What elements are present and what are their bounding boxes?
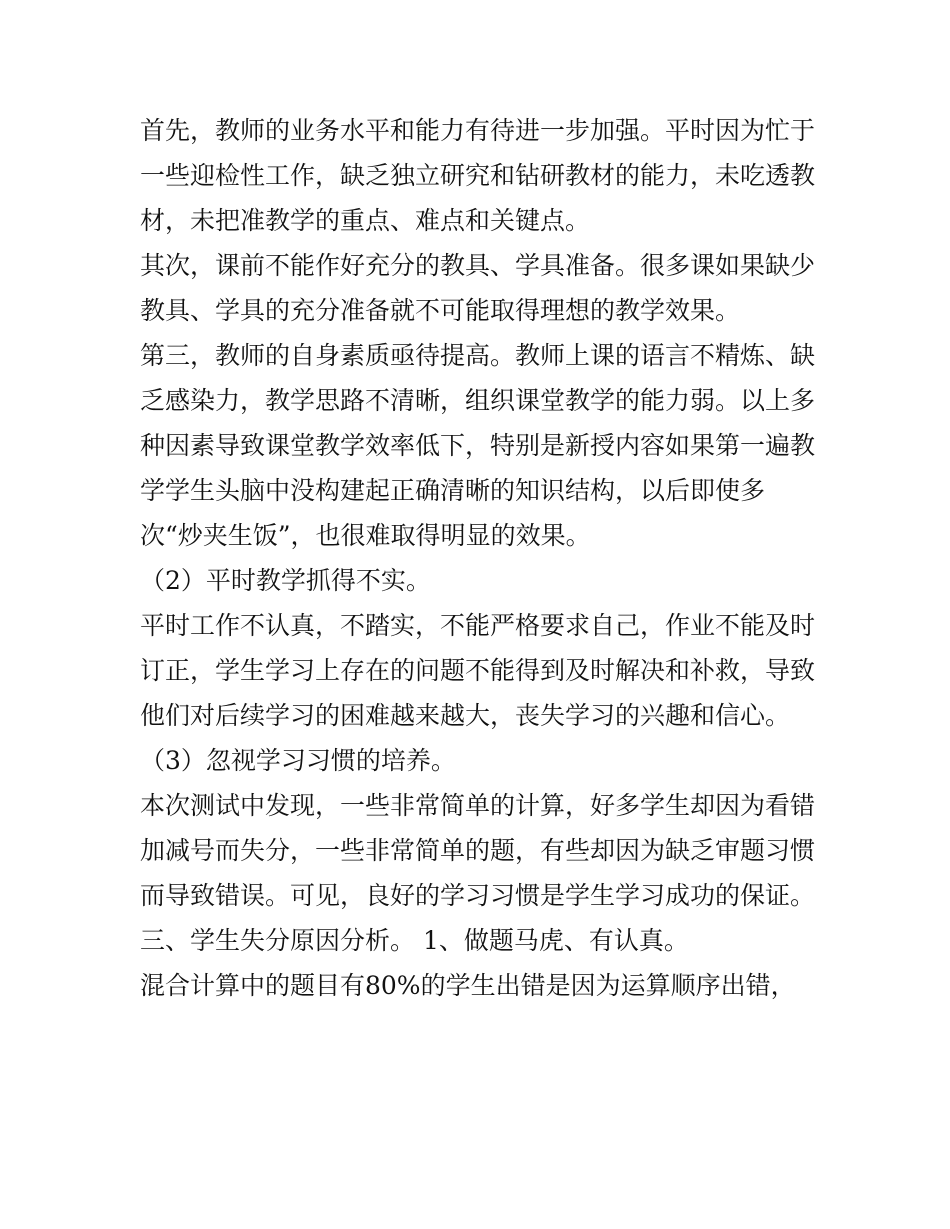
text-line-12: 平时工作不认真，不踏实，不能严格要求自己，作业不能及时: [140, 611, 816, 640]
text-line-7: 乏感染力，教学思路不清晰，组织课堂教学的能力弱。以上多: [140, 386, 816, 415]
text-line-8: 种因素导致课堂教学效率低下，特别是新授内容如果第一遍教: [140, 431, 816, 460]
text-line-10: 次“炒夹生饭”，也很难取得明显的效果。: [140, 521, 591, 550]
text-line-17: 加减号而失分，一些非常简单的题，有些却因为缺乏审题习惯: [140, 836, 816, 865]
text-line-16: 本次测试中发现，一些非常简单的计算，好多学生却因为看错: [140, 791, 816, 820]
text-line-5: 教具、学具的充分准备就不可能取得理想的教学效果。: [140, 296, 741, 325]
document-body: [140, 108, 820, 1008]
text-line-1: 首先，教师的业务水平和能力有待进一步加强。平时因为忙于: [140, 116, 816, 145]
text-line-6: 第三，教师的自身素质亟待提高。教师上课的语言不精炼、缺: [140, 341, 816, 370]
text-line-13: 订正，学生学习上存在的问题不能得到及时解决和补救，导致: [140, 656, 816, 685]
section-heading-analysis: 三、学生失分原因分析。 1、做题马虎、有认真。: [140, 926, 689, 955]
text-line-4: 其次，课前不能作好充分的教具、学具准备。很多课如果缺少: [140, 251, 816, 280]
section-heading-3: （3）忽视学习习惯的培养。: [140, 746, 456, 775]
text-line-18: 而导致错误。可见，良好的学习习惯是学生学习成功的保证。: [140, 881, 816, 910]
text-line-3: 材，未把准教学的重点、难点和关键点。: [140, 206, 591, 235]
text-line-20: 混合计算中的题目有80%的学生出错是因为运算顺序出错，: [140, 971, 796, 1000]
text-line-2: 一些迎检性工作，缺乏独立研究和钻研教材的能力，未吃透教: [140, 161, 816, 190]
text-line-9: 学学生头脑中没构建起正确清晰的知识结构，以后即使多: [140, 476, 766, 505]
text-line-14: 他们对后续学习的困难越来越大，丧失学习的兴趣和信心。: [140, 701, 791, 730]
section-heading-2: （2）平时教学抓得不实。: [140, 566, 431, 595]
